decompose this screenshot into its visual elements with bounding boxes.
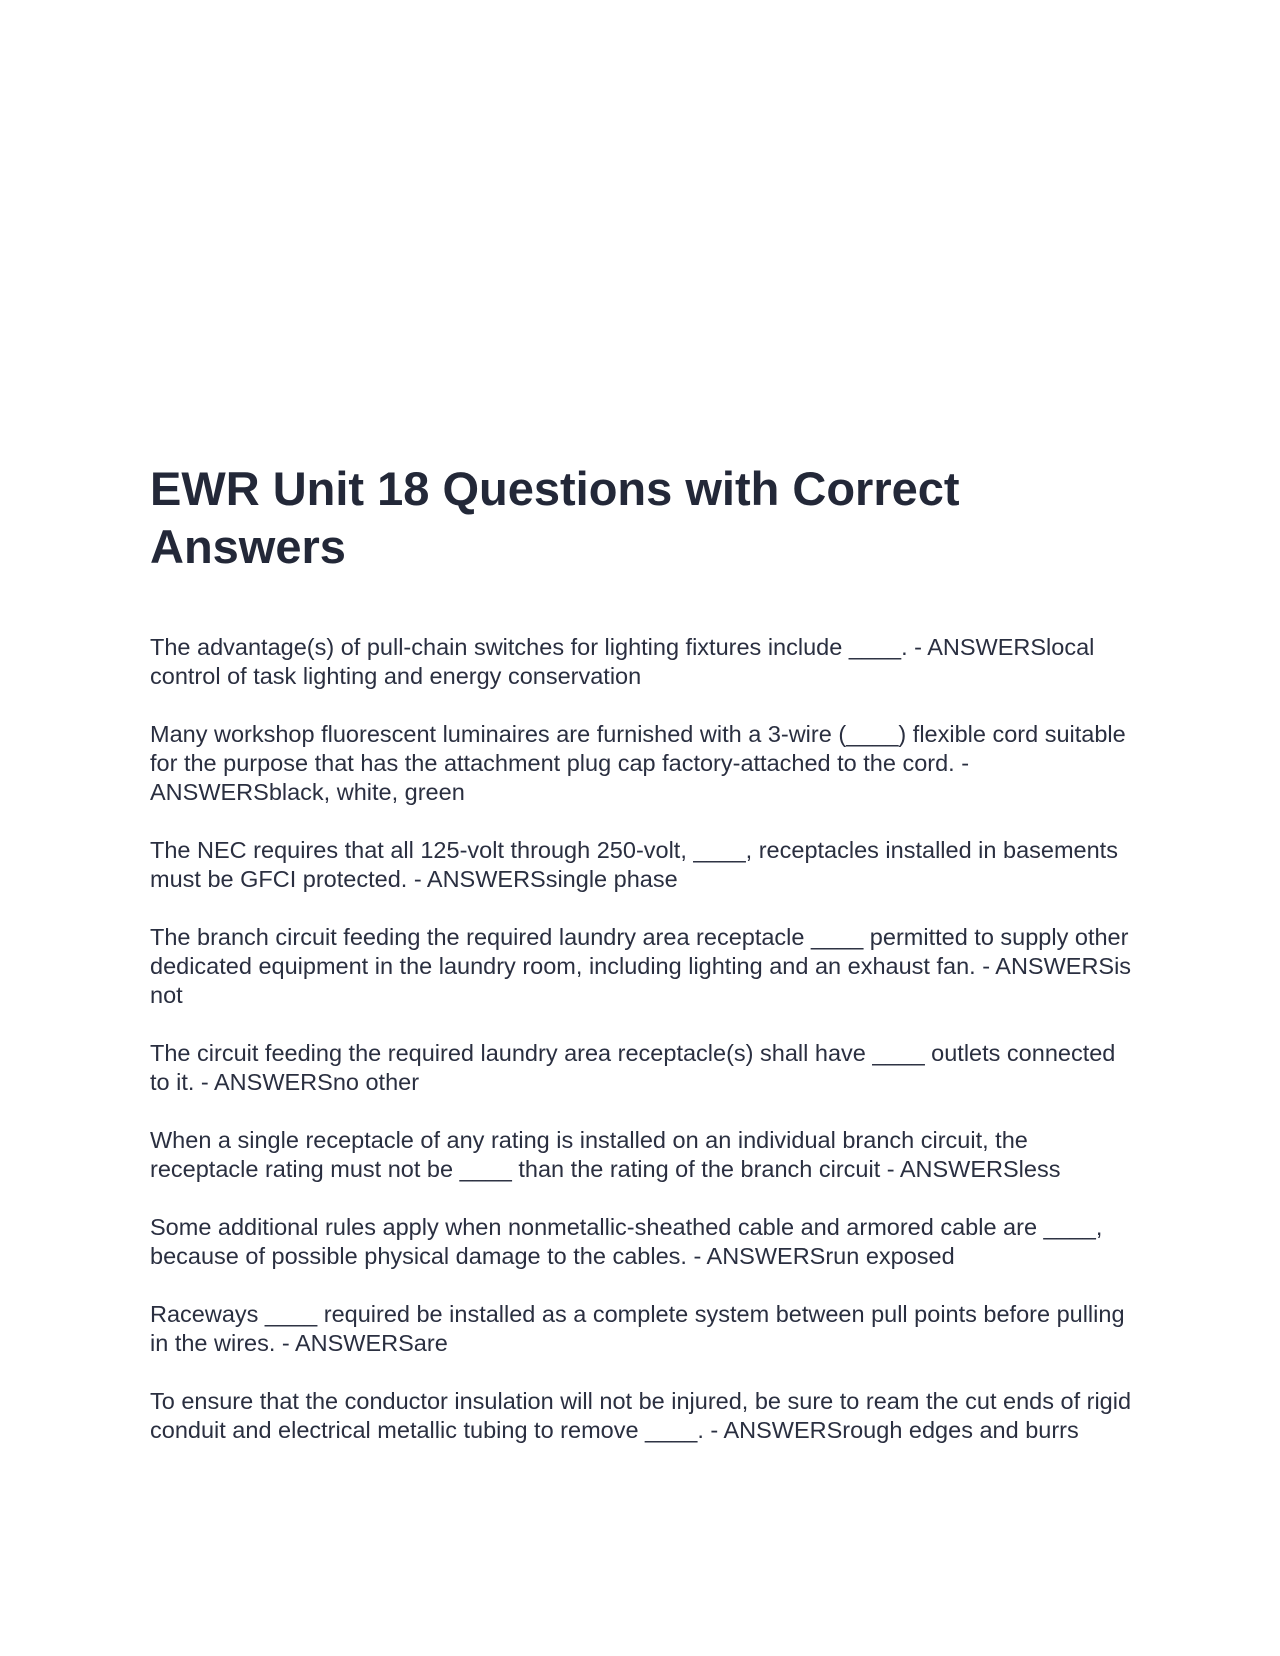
question-text: The branch circuit feeding the required laundry area receptacle ____ permitted to supply other dedicated equipment in the laundry room, including lighting and an exhaust fan. - [150,924,1129,979]
qa-item [150,633,1140,691]
question-text: Many workshop fluorescent luminaires are furnished with a 3-wire (____) flexible cord suitable for the purpose that has the attachment plug cap factory-attached to the cord. - [150,721,1126,776]
question-text: Raceways ____ required be installed as a complete system between pull points before pulling in the wires. - [150,1301,1125,1356]
question-text: When a single receptacle of any rating is installed on an individual branch circuit, the receptacle rating must not be ____ than the rating of the branch circuit - [150,1127,1028,1182]
answer-text: ANSWERSno other [214,1069,420,1095]
qa-item [150,1126,1140,1184]
question-text: The circuit feeding the required laundry area receptacle(s) shall have ____ outlets connected to it. - [150,1040,1116,1095]
qa-item [150,1039,1140,1097]
qa-item [150,1387,1140,1445]
question-text: To ensure that the conductor insulation will not be injured, be sure to ream the cut ends of rigid conduit and electrical metallic tubing to remove ____. - [150,1388,1132,1443]
document-title: EWR Unit 18 Questions with Correct Answers [150,462,960,573]
question-text: The advantage(s) of pull-chain switches for lighting fixtures include ____. - [150,634,922,660]
question-text: The NEC requires that all 125-volt through 250-volt, ____, receptacles installed in basements must be GFCI protected. - [150,837,1118,892]
answer-text: ANSWERSless [899,1156,1061,1182]
qa-item [150,836,1140,894]
answer-text: ANSWERSare [294,1330,448,1356]
qa-item [150,720,1140,807]
qa-item [150,1213,1140,1271]
qa-item [150,923,1140,1010]
question-text: Some additional rules apply when nonmetallic-sheathed cable and armored cable are ____, because of possible physical damage to the cables. - [150,1214,1103,1269]
answer-text: ANSWERSblack, white, green [150,779,465,805]
document-page [150,460,1140,1474]
answer-text: ANSWERSsingle phase [426,866,678,892]
answer-text: ANSWERSlocal control of task lighting and energy conservation [150,634,1095,689]
qa-item [150,1300,1140,1358]
answer-text: ANSWERSrun exposed [706,1243,955,1269]
answer-text: ANSWERSis not [150,953,1132,1008]
answer-text: ANSWERSrough edges and burrs [723,1417,1079,1443]
